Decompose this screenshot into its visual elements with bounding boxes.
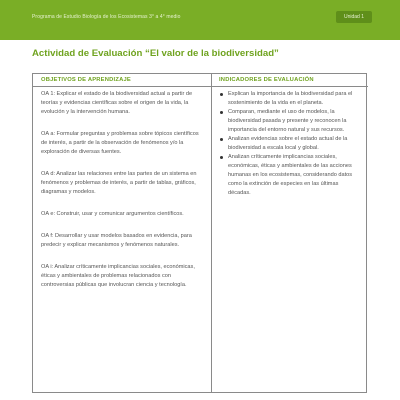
- indicator-text: Comparan, mediante el uso de modelos, la biodiversidad pasada y presente y reconocen la importancia del entorno natural y sus recursos.: [228, 109, 347, 133]
- objectives-column: [33, 74, 212, 392]
- objective-item: OA i: Analizar críticamente implicancias sociales, económicas, éticas y ambientales de problemas relacionados con controversias públicas que involucran ciencia y tecnología.: [41, 264, 195, 288]
- indicators-list: [212, 87, 368, 198]
- header-bar: [0, 0, 400, 40]
- bullet-icon: [220, 111, 223, 114]
- indicators-column: [212, 74, 368, 392]
- indicator-item: [219, 153, 362, 198]
- indicator-text: Explican la importancia de la biodiversidad para el sostenimiento de la vida en el planeta.: [228, 91, 353, 106]
- objective-item: OA a: Formular preguntas y problemas sobre tópicos científicos de interés, a partir de la observación de fenómenos y/o la exploración de diversas fuentes.: [41, 131, 199, 155]
- indicator-item: [219, 108, 362, 135]
- bullet-icon: [220, 93, 223, 96]
- objectives-header: OBJETIVOS DE APRENDIZAJE: [33, 74, 211, 87]
- activity-title: Actividad de Evaluación “El valor de la biodiversidad”: [32, 48, 279, 59]
- indicator-item: [219, 90, 362, 108]
- indicator-text: Analizan evidencias sobre el estado actual de la biodiversidad a escala local y global.: [228, 136, 348, 151]
- objective-item: OA 1: Explicar el estado de la biodiversidad actual a partir de teorías y evidencias científicas sobre el origen de la vida, la evolución y la intervención humana.: [41, 91, 193, 115]
- program-title: Programa de Estudio Biología de los Ecosistemas 3° a 4° medio: [32, 14, 181, 20]
- objective-item: OA d: Analizar las relaciones entre las partes de un sistema en fenómenos y problemas de interés, a partir de tablas, gráficos, diagramas y modelos.: [41, 171, 197, 195]
- bullet-icon: [220, 156, 223, 159]
- indicator-item: [219, 135, 362, 153]
- indicators-header: INDICADORES DE EVALUACIÓN: [212, 74, 368, 87]
- evaluation-table: [32, 73, 367, 393]
- objective-item: OA f: Desarrollar y usar modelos basados en evidencia, para predecir y explicar mecanismos y fenómenos naturales.: [41, 233, 192, 248]
- indicator-text: Analizan críticamente implicancias sociales, económicas, éticas y ambientales de las acciones humanas en los ecosistemas, considerando datos como la extinción de especies en las últimas décadas.: [228, 154, 353, 196]
- unit-badge: Unidad 1: [336, 11, 372, 23]
- objectives-list: [33, 87, 211, 290]
- objective-item: OA e: Construir, usar y comunicar argumentos científicos.: [41, 211, 184, 217]
- bullet-icon: [220, 138, 223, 141]
